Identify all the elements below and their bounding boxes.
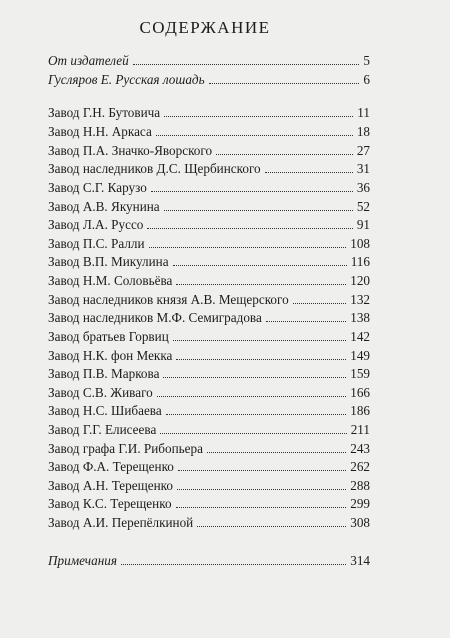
toc-entry[interactable] [48,143,370,158]
toc-entry-label: Завод братьев Горвиц [48,329,169,344]
dot-leader [160,433,346,434]
dot-leader [164,116,353,117]
toc-entry-page: 108 [350,236,370,251]
toc-entry[interactable] [48,496,370,511]
dot-leader [147,228,352,229]
dot-leader [156,135,353,136]
toc-entry[interactable] [48,236,370,251]
dot-leader [177,489,346,490]
toc-entry-page: 288 [350,478,370,493]
dot-leader [207,452,346,453]
toc-entry-page: 262 [350,459,370,474]
toc-entry-page: 159 [350,366,370,381]
toc-entry-page: 299 [350,496,370,511]
toc-entry[interactable] [48,329,370,344]
toc-entry[interactable] [48,161,370,176]
dot-leader [216,154,353,155]
dot-leader [166,414,347,415]
toc-entry-page: 243 [350,441,370,456]
dot-leader [163,377,346,378]
toc-entry-page: 52 [356,199,370,214]
toc-entry[interactable] [48,478,370,493]
toc-entry-page: 149 [350,348,370,363]
dot-leader [173,265,347,266]
toc-entry-label: Завод Г.Г. Елисеева [48,422,157,437]
toc-entry[interactable] [48,180,370,195]
dot-leader [173,340,346,341]
toc-entry[interactable] [48,403,370,418]
toc-entry-page: 27 [356,143,370,158]
toc-entry[interactable] [48,310,370,325]
toc-entry-page: 36 [356,180,370,195]
toc-entry[interactable] [48,348,370,363]
toc-entry-page: 120 [350,273,370,288]
dot-leader [133,64,360,65]
toc-entry-label: Завод Н.К. фон Мекка [48,348,173,363]
toc-entry-page: 211 [350,422,370,437]
toc-entry-label: Завод А.В. Якунина [48,199,160,214]
toc-entry[interactable] [48,441,370,456]
toc-entry-label: Завод П.В. Маркова [48,366,160,381]
toc-entry[interactable] [48,422,370,437]
toc-entry-label: Завод П.С. Ралли [48,236,145,251]
toc-entry-notes[interactable] [48,553,370,568]
toc-entry[interactable] [48,124,370,139]
toc-entry-label: Завод Ф.А. Терещенко [48,459,174,474]
toc-entry[interactable] [48,105,370,120]
dot-leader [266,321,346,322]
dot-leader [151,191,353,192]
toc-entry[interactable] [48,385,370,400]
toc-entry-page: 5 [363,53,370,68]
dot-leader [209,83,360,84]
toc-entry-page: 91 [356,217,370,232]
toc-entry[interactable] [48,515,370,530]
dot-leader [197,526,346,527]
toc-entry-label: Завод наследников М.Ф. Семиградова [48,310,262,325]
toc-entry-page: 142 [350,329,370,344]
toc-entry-label: Завод Л.А. Руссо [48,217,144,232]
toc-entry-label: От издателей [48,53,129,68]
toc-entry-front[interactable] [48,72,370,87]
toc-entry[interactable] [48,366,370,381]
toc-entry-page: 31 [356,161,370,176]
dot-leader [157,396,346,397]
toc-entry-label: Завод Н.С. Шибаева [48,403,162,418]
toc-entry-label: Примечания [48,553,117,568]
toc-entry-label: Завод К.С. Терещенко [48,496,172,511]
toc-entry-page: 18 [356,124,370,139]
dot-leader [176,359,346,360]
toc-entry-label: Завод А.И. Перепёлкиной [48,515,194,530]
dot-leader [293,303,347,304]
toc-entry-label: Завод П.А. Значко-Яворского [48,143,213,158]
toc-entry[interactable] [48,217,370,232]
dot-leader [176,507,347,508]
toc-entry-page: 186 [350,403,370,418]
toc-entry-label: Завод наследников Д.С. Щербинского [48,161,261,176]
toc-entry-page: 116 [350,254,370,269]
dot-leader [265,172,353,173]
toc-entry-page: 11 [357,105,370,120]
toc-entry-page: 132 [350,292,370,307]
toc-entry-label: Завод Г.Н. Бутовича [48,105,161,120]
toc-entry-label: Завод Н.Н. Аркаса [48,124,152,139]
page-title: СОДЕРЖАНИЕ [139,18,271,37]
dot-leader [176,284,346,285]
toc-entry-label: Завод графа Г.И. Рибопьера [48,441,203,456]
toc-entry-page: 138 [350,310,370,325]
toc-entry[interactable] [48,273,370,288]
toc-entry[interactable] [48,254,370,269]
toc-entry-label: Гусляров Е. Русская лошадь [48,72,205,87]
dot-leader [121,564,346,565]
toc-entry-label: Завод Н.М. Соловьёва [48,273,173,288]
toc-entry-label: Завод А.Н. Терещенко [48,478,174,493]
dot-leader [164,210,353,211]
toc-entry-page: 166 [350,385,370,400]
toc-entry-label: Завод наследников князя А.В. Мещерского [48,292,289,307]
dot-leader [149,247,347,248]
dot-leader [178,470,346,471]
toc-entry[interactable] [48,292,370,307]
toc-entry[interactable] [48,459,370,474]
toc-entry-front[interactable] [48,53,370,68]
toc-entry-label: Завод В.П. Микулина [48,254,169,269]
toc-entry-page: 308 [350,515,370,530]
toc-entry-label: Завод С.Г. Карузо [48,180,147,195]
toc-entry-label: Завод С.В. Живаго [48,385,153,400]
toc-entry[interactable] [48,199,370,214]
toc-entry-page: 6 [363,72,370,87]
toc-entry-page: 314 [350,553,370,568]
